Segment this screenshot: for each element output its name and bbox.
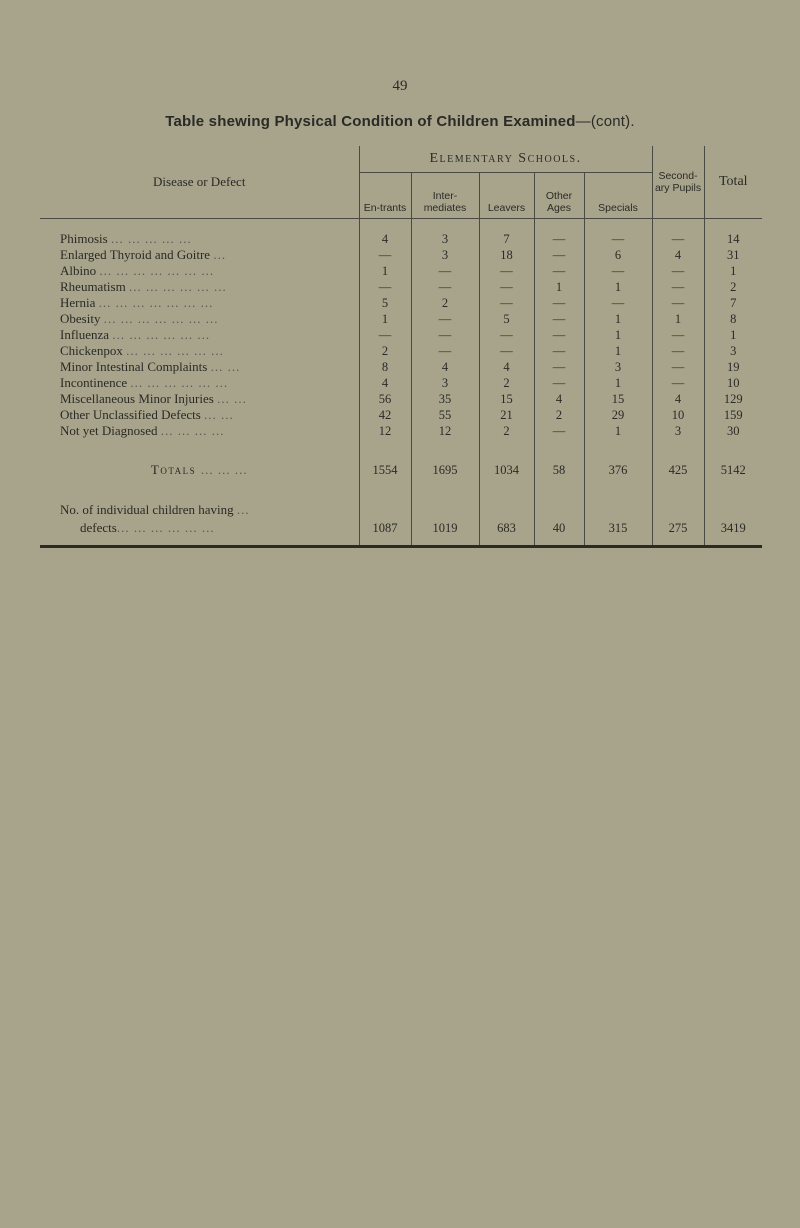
table-row: Hernia ... ... ... ... ... ... ... 5 2 — — — — 7	[40, 295, 762, 311]
cell-other-ages: —	[534, 311, 584, 327]
data-table	[40, 146, 762, 548]
cell-other-ages: —	[534, 343, 584, 359]
totals-total: 5142	[704, 459, 762, 481]
cell-total: 3	[704, 343, 762, 359]
totals-intermediates: 1695	[411, 459, 479, 481]
title-text: Table shewing Physical Condition of Children Examined	[165, 113, 576, 130]
table-row: Enlarged Thyroid and Goitre ... — 3 18 — 6 4 31	[40, 247, 762, 263]
cell-secondary: —	[652, 359, 704, 375]
cell-secondary: —	[652, 231, 704, 247]
cell-leavers: —	[479, 279, 534, 295]
table-row: Phimosis ... ... ... ... ... 4 3 7 — — — 14	[40, 231, 762, 247]
table-row: Miscellaneous Minor Injuries ... ... 56 35 15 4 15 4 129	[40, 391, 762, 407]
cell-entrants: 56	[359, 391, 411, 407]
cell-entrants: 5	[359, 295, 411, 311]
cell-secondary: 3	[652, 423, 704, 439]
cell-total: 19	[704, 359, 762, 375]
page-number: 49	[392, 78, 408, 94]
cell-entrants: 1	[359, 263, 411, 279]
cell-entrants: —	[359, 279, 411, 295]
cell-other-ages: 1	[534, 279, 584, 295]
cell-entrants: 42	[359, 407, 411, 423]
table-row: Chickenpox ... ... ... ... ... ... 2 — — — 1 — 3	[40, 343, 762, 359]
cell-specials: 29	[584, 407, 652, 423]
header-leavers: Leavers	[479, 172, 534, 218]
cell-specials: 15	[584, 391, 652, 407]
header-secondary-pupils: Second-ary Pupils	[652, 146, 704, 218]
cell-leavers: 5	[479, 311, 534, 327]
cell-intermediates: 12	[411, 423, 479, 439]
cell-intermediates: —	[411, 327, 479, 343]
header-entrants: En-trants	[359, 172, 411, 218]
totals-other-ages: 58	[534, 459, 584, 481]
header-other-ages: Other Ages	[534, 172, 584, 218]
cell-other-ages: 4	[534, 391, 584, 407]
row-label: Miscellaneous Minor Injuries	[60, 390, 214, 406]
table-row: Obesity ... ... ... ... ... ... ... 1 — 5 — 1 1 8	[40, 311, 762, 327]
cell-other-ages: —	[534, 327, 584, 343]
cell-total: 14	[704, 231, 762, 247]
totals-secondary: 425	[652, 459, 704, 481]
cell-other-ages: —	[534, 231, 584, 247]
cell-intermediates: —	[411, 343, 479, 359]
cell-secondary: —	[652, 343, 704, 359]
cell-total: 129	[704, 391, 762, 407]
table-body	[40, 218, 762, 546]
row-label: Obesity	[60, 310, 101, 326]
table-row: Albino ... ... ... ... ... ... ... 1 — — — — — 1	[40, 263, 762, 279]
cell-secondary: 1	[652, 311, 704, 327]
cell-other-ages: —	[534, 375, 584, 391]
cell-entrants: —	[359, 327, 411, 343]
totals-entrants: 1554	[359, 459, 411, 481]
cell-entrants: 8	[359, 359, 411, 375]
table-row: Influenza ... ... ... ... ... ... — — — — 1 — 1	[40, 327, 762, 343]
cell-total: 7	[704, 295, 762, 311]
cell-intermediates: 3	[411, 375, 479, 391]
cell-secondary: —	[652, 375, 704, 391]
cell-secondary: 10	[652, 407, 704, 423]
cell-specials: 6	[584, 247, 652, 263]
cell-total: 1	[704, 263, 762, 279]
cell-leavers: 2	[479, 375, 534, 391]
cell-leavers: 21	[479, 407, 534, 423]
cell-leavers: 15	[479, 391, 534, 407]
cell-leavers: 2	[479, 423, 534, 439]
individual-label-line2: defects	[80, 519, 117, 535]
totals-specials: 376	[584, 459, 652, 481]
cell-total: 10	[704, 375, 762, 391]
row-label: Other Unclassified Defects	[60, 406, 201, 422]
cell-other-ages: —	[534, 423, 584, 439]
individual-secondary: 275	[652, 519, 704, 537]
cell-specials: 1	[584, 279, 652, 295]
row-label: Influenza	[60, 326, 110, 342]
cell-total: 31	[704, 247, 762, 263]
cell-leavers: —	[479, 295, 534, 311]
cell-leavers: 7	[479, 231, 534, 247]
row-label: Incontinence	[60, 374, 128, 390]
cell-specials: —	[584, 263, 652, 279]
cell-total: 8	[704, 311, 762, 327]
totals-label: Totals	[150, 461, 197, 477]
cell-entrants: 4	[359, 375, 411, 391]
cell-leavers: —	[479, 327, 534, 343]
cell-leavers: 18	[479, 247, 534, 263]
cell-specials: 1	[584, 327, 652, 343]
title-suffix: —(cont).	[575, 113, 635, 130]
cell-entrants: 2	[359, 343, 411, 359]
row-label: Minor Intestinal Complaints	[60, 358, 208, 374]
cell-leavers: —	[479, 263, 534, 279]
row-label: Rheumatism	[60, 278, 126, 294]
cell-secondary: 4	[652, 391, 704, 407]
header-total: Total	[704, 146, 762, 218]
table-row: Other Unclassified Defects ... ... 42 55 21 2 29 10 159	[40, 407, 762, 423]
cell-entrants: 4	[359, 231, 411, 247]
individual-intermediates: 1019	[411, 519, 479, 537]
cell-specials: 3	[584, 359, 652, 375]
individual-other-ages: 40	[534, 519, 584, 537]
cell-specials: 1	[584, 375, 652, 391]
header-disease: Disease or Defect	[40, 146, 359, 218]
cell-total: 1	[704, 327, 762, 343]
cell-total: 159	[704, 407, 762, 423]
header-intermediates: Inter-mediates	[411, 172, 479, 218]
cell-specials: 1	[584, 311, 652, 327]
row-label: Enlarged Thyroid and Goitre	[60, 246, 211, 262]
row-label: Phimosis	[60, 230, 108, 246]
totals-row: Totals ... ... ... 1554 1695 1034 58 376 425 5142	[40, 459, 762, 481]
table-row: Rheumatism ... ... ... ... ... ... — — — 1 1 — 2	[40, 279, 762, 295]
cell-intermediates: 3	[411, 247, 479, 263]
cell-entrants: —	[359, 247, 411, 263]
cell-secondary: 4	[652, 247, 704, 263]
cell-intermediates: —	[411, 311, 479, 327]
individual-total: 3419	[704, 519, 762, 537]
physical-condition-table	[40, 146, 762, 540]
cell-entrants: 12	[359, 423, 411, 439]
individual-entrants: 1087	[359, 519, 411, 537]
cell-intermediates: 3	[411, 231, 479, 247]
cell-secondary: —	[652, 263, 704, 279]
row-label: Albino	[60, 262, 97, 278]
header-elementary-schools: Elementary Schools.	[359, 146, 652, 172]
cell-secondary: —	[652, 279, 704, 295]
individual-specials: 315	[584, 519, 652, 537]
page-title	[0, 113, 800, 130]
cell-specials: 1	[584, 343, 652, 359]
individual-children-values: defects... ... ... ... ... ... 1087 1019 683 40 315 275 3419	[40, 519, 762, 537]
individual-children-row: No. of individual children having ...	[40, 501, 762, 519]
table-row: Not yet Diagnosed ... ... ... ... 12 12 2 — 1 3 30	[40, 423, 762, 439]
row-label: Chickenpox	[60, 342, 123, 358]
row-label: Hernia	[60, 294, 96, 310]
cell-intermediates: —	[411, 263, 479, 279]
table-row: Minor Intestinal Complaints ... ... 8 4 4 — 3 — 19	[40, 359, 762, 375]
cell-other-ages: —	[534, 247, 584, 263]
individual-leavers: 683	[479, 519, 534, 537]
cell-intermediates: —	[411, 279, 479, 295]
cell-specials: —	[584, 295, 652, 311]
header-specials: Specials	[584, 172, 652, 218]
cell-leavers: 4	[479, 359, 534, 375]
cell-total: 2	[704, 279, 762, 295]
cell-intermediates: 35	[411, 391, 479, 407]
cell-secondary: —	[652, 295, 704, 311]
totals-leavers: 1034	[479, 459, 534, 481]
table-row: Incontinence ... ... ... ... ... ... 4 3 2 — 1 — 10	[40, 375, 762, 391]
cell-secondary: —	[652, 327, 704, 343]
cell-total: 30	[704, 423, 762, 439]
cell-other-ages: —	[534, 359, 584, 375]
individual-label-line1: No. of individual children having	[60, 501, 234, 517]
cell-other-ages: —	[534, 263, 584, 279]
row-label: Not yet Diagnosed	[60, 422, 158, 438]
cell-specials: 1	[584, 423, 652, 439]
cell-intermediates: 55	[411, 407, 479, 423]
cell-intermediates: 2	[411, 295, 479, 311]
cell-other-ages: —	[534, 295, 584, 311]
cell-leavers: —	[479, 343, 534, 359]
cell-entrants: 1	[359, 311, 411, 327]
cell-specials: —	[584, 231, 652, 247]
cell-intermediates: 4	[411, 359, 479, 375]
cell-other-ages: 2	[534, 407, 584, 423]
